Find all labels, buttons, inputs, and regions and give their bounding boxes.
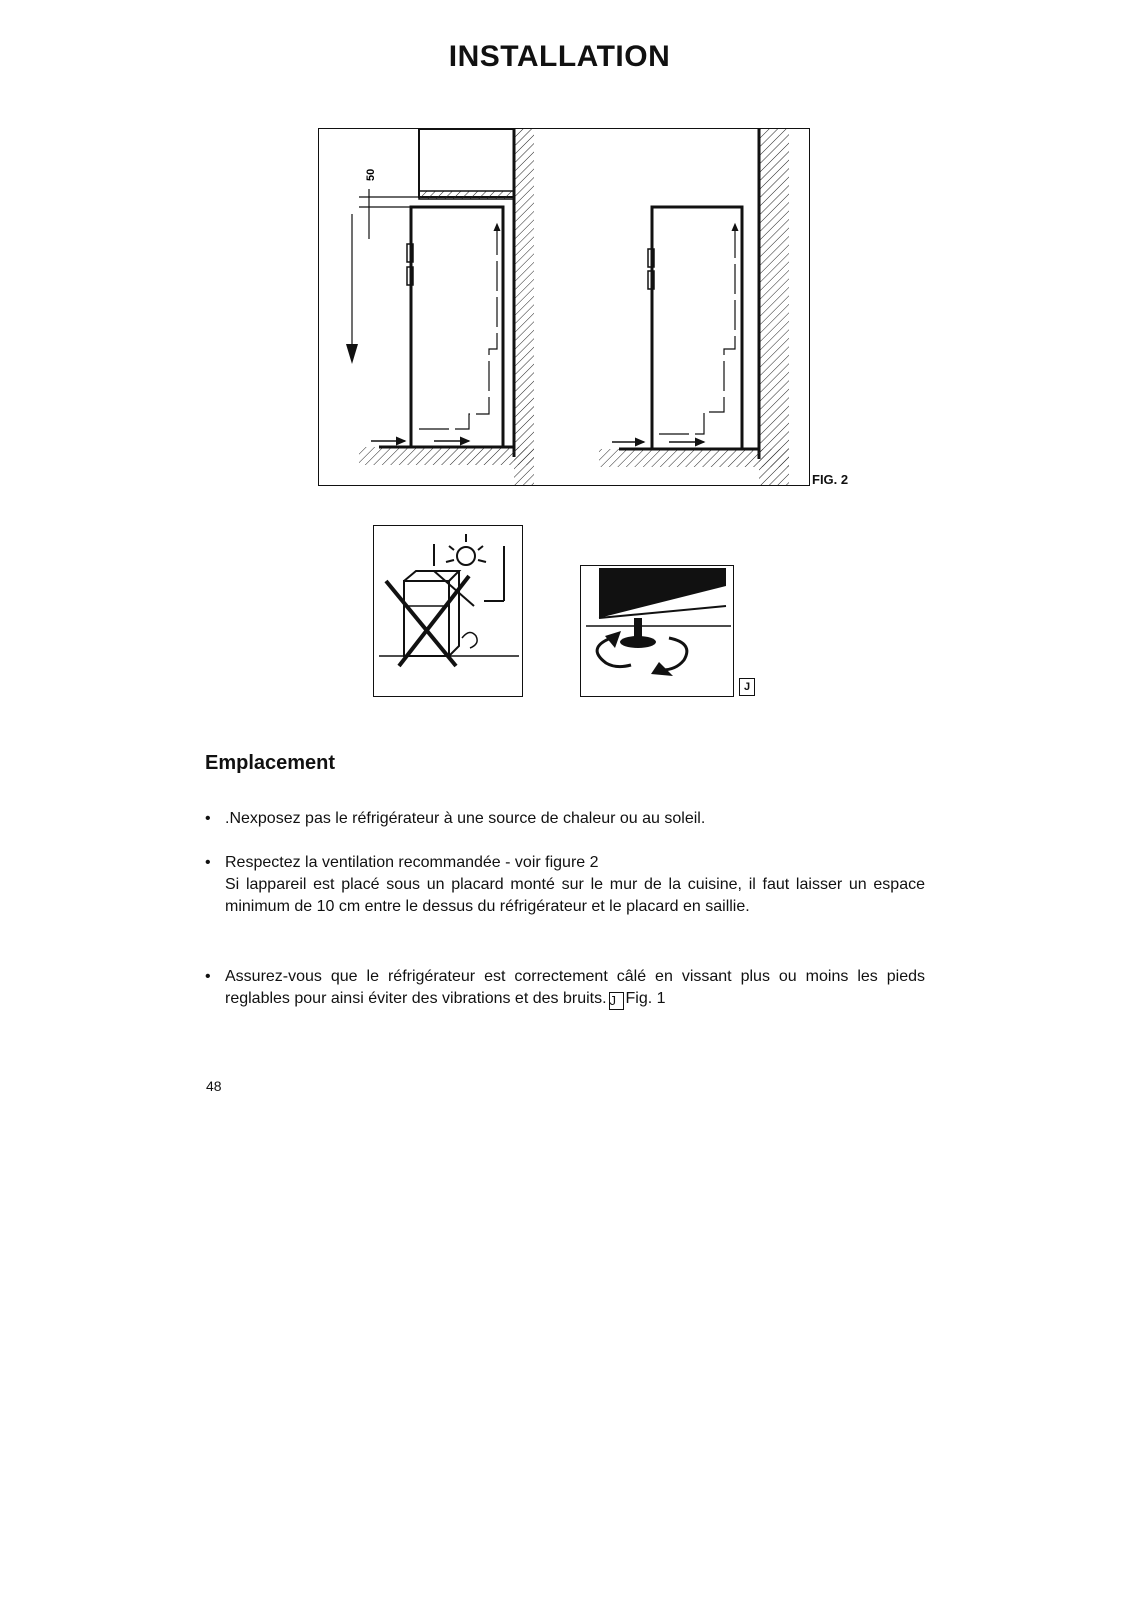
- bullet-marker: •: [205, 968, 211, 985]
- wall-left-scene: [514, 129, 534, 485]
- floor-left-scene: [359, 447, 534, 465]
- bullet-text: Si lappareil est placé sous un placard monté sur le mur de la cuisine, il faut laisser un espace minimum de 10 cm entre le dessus du réfrigérateur et le placard en saillie.: [225, 876, 925, 915]
- page-title: INSTALLATION: [448, 40, 671, 73]
- bullet-text: Respectez la ventilation recommandée - voir figure 2: [225, 854, 599, 871]
- plumb-bob-icon: [346, 344, 358, 364]
- ventilation-diagram: [319, 129, 809, 485]
- ventilation-figure: [318, 128, 810, 486]
- dimension-label: 50: [365, 168, 377, 181]
- floor-right-scene: [599, 449, 789, 467]
- bullet-text: Assurez-vous que le réfrigérateur est correctement câlé en vissant plus ou moins les pieds reglables pour ainsi éviter des vibrations et des bruits.: [225, 968, 925, 1007]
- foot-screw-icon: [620, 618, 656, 648]
- page-number: 48: [206, 1078, 222, 1094]
- scene-standalone: [599, 129, 789, 485]
- adjustable-foot-pictogram: [580, 565, 734, 697]
- sun-icon: [446, 534, 486, 565]
- no-heat-source-pictogram: [373, 525, 523, 697]
- bullet-marker: •: [205, 810, 211, 827]
- wall-cabinet: [419, 129, 514, 197]
- figure-reference: Fig. 1: [625, 990, 666, 1007]
- wall-right-scene: [759, 129, 789, 485]
- figure-reference-marker: J: [609, 992, 624, 1010]
- figure-marker: J: [739, 678, 755, 696]
- bullet-text: .Nexposez pas le réfrigérateur à une source de chaleur ou au soleil.: [225, 810, 706, 827]
- figure-caption: FIG. 2: [812, 472, 849, 487]
- prohibited-cross-icon: [386, 576, 469, 666]
- fridge-right: [652, 207, 742, 449]
- section-heading: Emplacement: [205, 752, 336, 774]
- scene-under-cabinet: [346, 129, 534, 485]
- bullet-marker: •: [205, 854, 211, 871]
